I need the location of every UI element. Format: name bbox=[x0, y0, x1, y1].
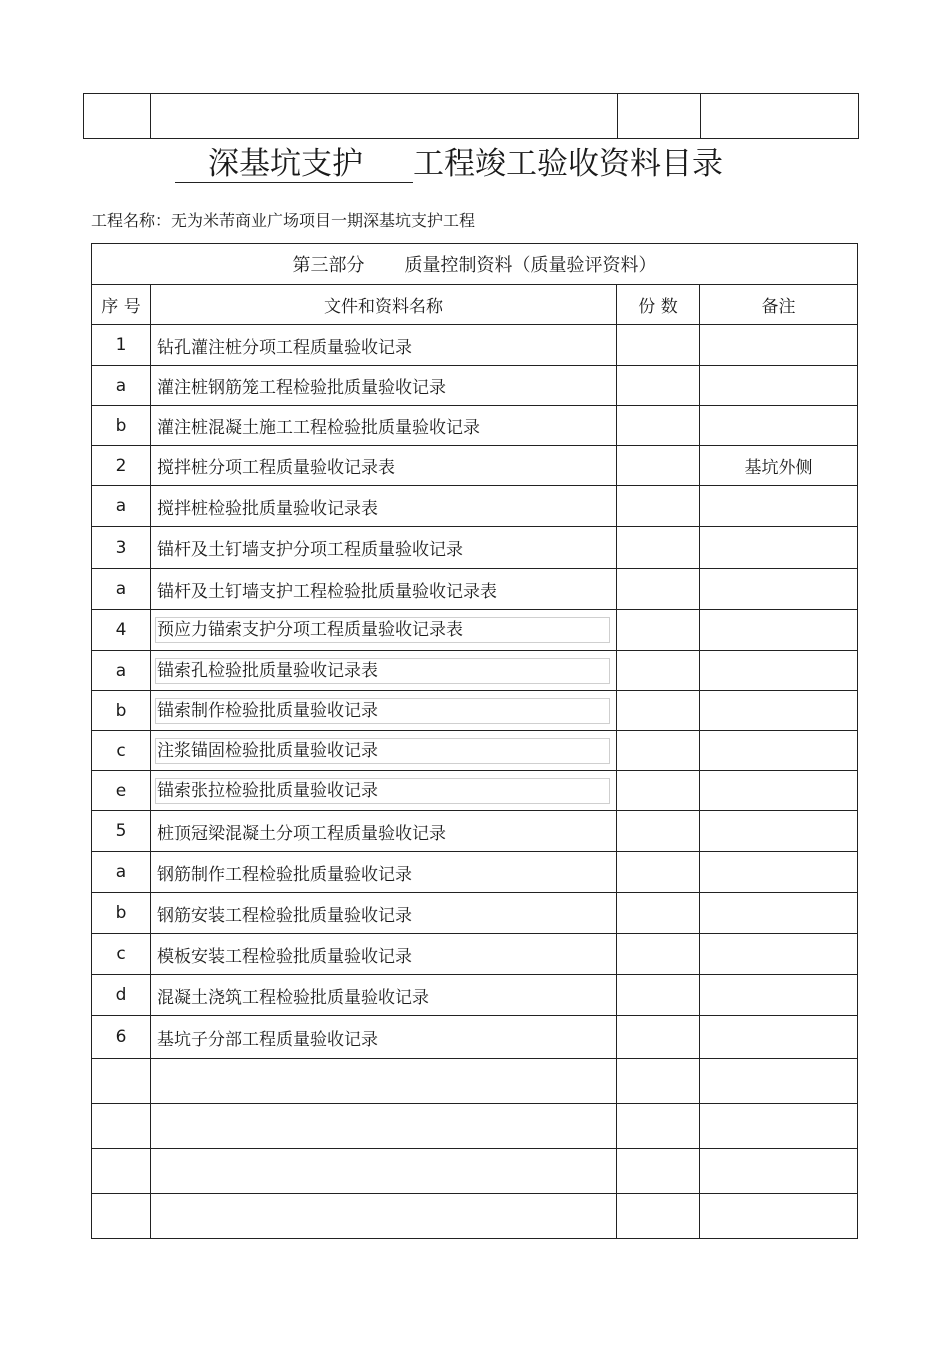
cell-text-box: 锚索张拉检验批质量验收记录 bbox=[155, 778, 610, 804]
row-number: 2 bbox=[92, 446, 151, 486]
row-number: b bbox=[92, 893, 151, 934]
row-document-name bbox=[151, 771, 617, 811]
table-row bbox=[92, 325, 858, 366]
row-document-name: 钢筋安装工程检验批质量验收记录 bbox=[151, 893, 617, 934]
row-copies bbox=[617, 852, 700, 893]
table-row bbox=[92, 893, 858, 934]
row-document-name: 搅拌桩检验批质量验收记录表 bbox=[151, 486, 617, 527]
row-document-name: 灌注桩混凝土施工工程检验批质量验收记录 bbox=[151, 406, 617, 446]
table-row bbox=[92, 691, 858, 731]
row-document-name bbox=[151, 1059, 617, 1104]
row-copies bbox=[617, 486, 700, 527]
row-number: a bbox=[92, 852, 151, 893]
row-remark bbox=[700, 1104, 858, 1149]
row-remark bbox=[700, 527, 858, 569]
row-document-name: 钻孔灌注桩分项工程质量验收记录 bbox=[151, 325, 617, 366]
top-cell bbox=[701, 94, 859, 139]
section-name: 质量控制资料（质量验评资料） bbox=[404, 255, 657, 276]
top-cell bbox=[84, 94, 151, 139]
row-number: c bbox=[92, 934, 151, 975]
table-row bbox=[92, 651, 858, 691]
row-number bbox=[92, 1059, 151, 1104]
row-remark bbox=[700, 975, 858, 1016]
row-copies bbox=[617, 1149, 700, 1194]
row-number: 5 bbox=[92, 811, 151, 852]
row-remark bbox=[700, 1194, 858, 1239]
row-remark bbox=[700, 569, 858, 610]
row-copies bbox=[617, 610, 700, 651]
row-remark: 基坑外侧 bbox=[700, 446, 858, 486]
header-copies: 份 数 bbox=[617, 285, 700, 325]
row-document-name bbox=[151, 1104, 617, 1149]
row-copies bbox=[617, 1016, 700, 1059]
row-remark bbox=[700, 893, 858, 934]
table-row bbox=[92, 1149, 858, 1194]
row-document-name bbox=[151, 651, 617, 691]
table-row bbox=[92, 1016, 858, 1059]
row-remark bbox=[700, 325, 858, 366]
row-document-name: 混凝土浇筑工程检验批质量验收记录 bbox=[151, 975, 617, 1016]
row-copies bbox=[617, 527, 700, 569]
row-remark bbox=[700, 731, 858, 771]
row-number: 3 bbox=[92, 527, 151, 569]
column-header-row bbox=[92, 285, 858, 325]
row-document-name bbox=[151, 1194, 617, 1239]
row-number: b bbox=[92, 406, 151, 446]
row-number: a bbox=[92, 569, 151, 610]
title-main: 工程竣工验收资料目录 bbox=[413, 146, 723, 182]
header-remark: 备注 bbox=[700, 285, 858, 325]
row-document-name: 基坑子分部工程质量验收记录 bbox=[151, 1016, 617, 1059]
row-number: 1 bbox=[92, 325, 151, 366]
document-title bbox=[0, 142, 950, 186]
row-remark bbox=[700, 852, 858, 893]
row-remark bbox=[700, 486, 858, 527]
table-row bbox=[92, 446, 858, 486]
row-number: d bbox=[92, 975, 151, 1016]
row-remark bbox=[700, 1059, 858, 1104]
row-copies bbox=[617, 569, 700, 610]
row-remark bbox=[700, 610, 858, 651]
header-name: 文件和资料名称 bbox=[151, 285, 617, 325]
catalog-table bbox=[91, 243, 858, 1239]
row-copies bbox=[617, 975, 700, 1016]
title-underline bbox=[175, 182, 413, 183]
row-number bbox=[92, 1194, 151, 1239]
table-row bbox=[92, 975, 858, 1016]
row-copies bbox=[617, 731, 700, 771]
project-name-line: 工程名称：无为米芾商业广场项目一期深基坑支护工程 bbox=[91, 211, 476, 230]
row-remark bbox=[700, 1016, 858, 1059]
row-copies bbox=[617, 691, 700, 731]
row-document-name bbox=[151, 691, 617, 731]
title-project-type: 深基坑支护 bbox=[208, 146, 363, 182]
row-number: e bbox=[92, 771, 151, 811]
table-row bbox=[92, 366, 858, 406]
table-row bbox=[92, 527, 858, 569]
top-cell bbox=[151, 94, 618, 139]
row-remark bbox=[700, 811, 858, 852]
table-row bbox=[92, 1194, 858, 1239]
row-document-name bbox=[151, 1149, 617, 1194]
row-remark bbox=[700, 1149, 858, 1194]
row-number bbox=[92, 1104, 151, 1149]
row-remark bbox=[700, 406, 858, 446]
row-remark bbox=[700, 691, 858, 731]
cell-text-box: 锚索孔检验批质量验收记录表 bbox=[155, 658, 610, 684]
row-remark bbox=[700, 366, 858, 406]
row-number: b bbox=[92, 691, 151, 731]
table-row bbox=[92, 610, 858, 651]
row-document-name: 锚杆及土钉墙支护分项工程质量验收记录 bbox=[151, 527, 617, 569]
row-copies bbox=[617, 366, 700, 406]
row-copies bbox=[617, 406, 700, 446]
row-number: 4 bbox=[92, 610, 151, 651]
row-copies bbox=[617, 325, 700, 366]
row-copies bbox=[617, 771, 700, 811]
row-copies bbox=[617, 446, 700, 486]
row-number: a bbox=[92, 486, 151, 527]
row-copies bbox=[617, 1104, 700, 1149]
row-document-name: 锚杆及土钉墙支护工程检验批质量验收记录表 bbox=[151, 569, 617, 610]
table-row bbox=[92, 852, 858, 893]
row-document-name: 模板安装工程检验批质量验收记录 bbox=[151, 934, 617, 975]
row-document-name bbox=[151, 731, 617, 771]
row-document-name bbox=[151, 610, 617, 651]
top-blank-row bbox=[84, 94, 859, 139]
row-number: c bbox=[92, 731, 151, 771]
row-copies bbox=[617, 934, 700, 975]
table-row bbox=[92, 771, 858, 811]
section-part: 第三部分 bbox=[292, 255, 365, 276]
table-row bbox=[92, 811, 858, 852]
row-copies bbox=[617, 1059, 700, 1104]
cell-text-box: 预应力锚索支护分项工程质量验收记录表 bbox=[155, 617, 610, 643]
top-cell bbox=[618, 94, 701, 139]
row-number: 6 bbox=[92, 1016, 151, 1059]
section-title bbox=[92, 244, 858, 285]
cell-text-box: 注浆锚固检验批质量验收记录 bbox=[155, 738, 610, 764]
row-remark bbox=[700, 934, 858, 975]
table-row bbox=[92, 1059, 858, 1104]
header-no: 序 号 bbox=[92, 285, 151, 325]
table-row bbox=[92, 1104, 858, 1149]
table-row bbox=[92, 731, 858, 771]
row-copies bbox=[617, 811, 700, 852]
table-row bbox=[92, 406, 858, 446]
table-row bbox=[92, 569, 858, 610]
table-row bbox=[92, 934, 858, 975]
top-blank-table bbox=[83, 93, 859, 139]
cell-text-box: 锚索制作检验批质量验收记录 bbox=[155, 698, 610, 724]
row-document-name: 搅拌桩分项工程质量验收记录表 bbox=[151, 446, 617, 486]
row-copies bbox=[617, 1194, 700, 1239]
row-copies bbox=[617, 651, 700, 691]
row-document-name: 桩顶冠梁混凝土分项工程质量验收记录 bbox=[151, 811, 617, 852]
row-document-name: 灌注桩钢筋笼工程检验批质量验收记录 bbox=[151, 366, 617, 406]
row-number: a bbox=[92, 651, 151, 691]
table-row bbox=[92, 486, 858, 527]
row-remark bbox=[700, 651, 858, 691]
row-copies bbox=[617, 893, 700, 934]
section-header-row bbox=[92, 244, 858, 285]
row-number bbox=[92, 1149, 151, 1194]
row-number: a bbox=[92, 366, 151, 406]
row-remark bbox=[700, 771, 858, 811]
row-document-name: 钢筋制作工程检验批质量验收记录 bbox=[151, 852, 617, 893]
